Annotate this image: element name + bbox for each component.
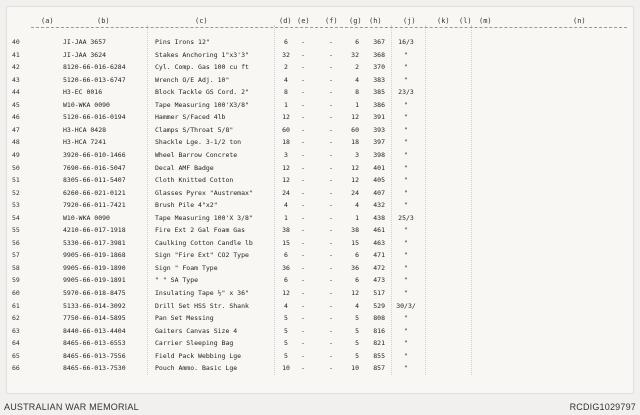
row-number: 49 (12, 150, 20, 159)
date-j: " (404, 276, 408, 285)
table-row (7, 302, 635, 314)
reference-h: 407 (373, 188, 385, 197)
quantity-g: 15 (351, 238, 359, 247)
column-f-value: - (329, 351, 333, 360)
column-e-value: - (301, 276, 305, 285)
quantity-g: 1 (355, 100, 359, 109)
reference-h: 438 (373, 213, 385, 222)
reference-h: 471 (373, 251, 385, 260)
row-number: 46 (12, 113, 20, 122)
footer-record-id: RCDIG1029797 (569, 402, 636, 412)
date-j: " (404, 188, 408, 197)
item-description: Carrier Sleeping Bag (155, 339, 234, 348)
quantity-g: 4 (355, 201, 359, 210)
quantity-d: 38 (282, 226, 290, 235)
reference-h: 405 (373, 176, 385, 185)
reference-h: 386 (373, 100, 385, 109)
item-description: Fire Ext 2 Gal Foam Gas (155, 226, 246, 235)
column-f-value: - (329, 138, 333, 147)
column-header-n: (n) (573, 17, 586, 25)
quantity-d: 1 (284, 100, 288, 109)
date-j: " (404, 201, 408, 210)
column-f-value: - (329, 364, 333, 373)
item-description: Decal AMF Badge (155, 163, 214, 172)
quantity-d: 5 (284, 314, 288, 323)
column-f-value: - (329, 251, 333, 260)
stock-code: 8465-66-013-7556 (63, 351, 126, 360)
stock-code: 8305-66-011-5407 (63, 176, 126, 185)
column-e-value: - (301, 50, 305, 59)
quantity-g: 12 (351, 113, 359, 122)
stock-code: 3920-66-010-1466 (63, 150, 126, 159)
table-row (7, 352, 635, 364)
reference-h: 472 (373, 263, 385, 272)
column-f-value: - (329, 50, 333, 59)
quantity-d: 6 (284, 38, 288, 46)
table-row (7, 164, 635, 176)
stock-code: 8120-66-016-6284 (63, 63, 126, 72)
reference-h: 398 (373, 150, 385, 159)
date-j: " (404, 125, 408, 134)
reference-h: 816 (373, 326, 385, 335)
row-number: 54 (12, 213, 20, 222)
stock-code: W10-WKA 0090 (63, 100, 110, 109)
reference-h: 463 (373, 238, 385, 247)
quantity-g: 2 (355, 63, 359, 72)
date-j: " (404, 63, 408, 72)
table-row (7, 251, 635, 263)
row-number: 66 (12, 364, 20, 373)
reference-h: 385 (373, 88, 385, 97)
item-description: Glasses Pyrex "Austremax" (155, 188, 253, 197)
row-number: 41 (12, 50, 20, 59)
table-row (7, 101, 635, 113)
column-f-value: - (329, 150, 333, 159)
document-page (6, 6, 634, 394)
row-number: 59 (12, 276, 20, 285)
column-f-value: - (329, 38, 333, 46)
stock-code: 5970-66-018-8475 (63, 289, 126, 297)
column-e-value: - (301, 251, 305, 260)
item-description: " " SA Type (155, 276, 199, 285)
item-description: Sign "Fire Ext" CO2 Type (155, 251, 249, 260)
column-e-value: - (301, 289, 305, 297)
quantity-g: 32 (351, 50, 359, 59)
stock-code: 9905-66-019-1868 (63, 251, 126, 260)
column-e-value: - (301, 351, 305, 360)
item-description: Sign " Foam Type (155, 263, 218, 272)
reference-h: 529 (373, 301, 385, 310)
table-row (7, 276, 635, 288)
quantity-g: 8 (355, 88, 359, 97)
row-number: 52 (12, 188, 20, 197)
date-j: " (404, 150, 408, 159)
date-j: 25/3 (398, 213, 414, 222)
date-j: " (404, 100, 408, 109)
date-j: " (404, 138, 408, 147)
stock-code: 7920-66-011-7421 (63, 201, 126, 210)
column-f-value: - (329, 326, 333, 335)
quantity-d: 8 (284, 88, 288, 97)
item-description: Brush Pile 4"x2" (155, 201, 218, 210)
column-e-value: - (301, 125, 305, 134)
column-f-value: - (329, 263, 333, 272)
quantity-g: 5 (355, 314, 359, 323)
table-row (7, 51, 635, 63)
column-e-value: - (301, 38, 305, 46)
date-j: " (404, 238, 408, 247)
quantity-d: 6 (284, 276, 288, 285)
table-row (7, 151, 635, 163)
row-number: 64 (12, 339, 20, 348)
column-e-value: - (301, 339, 305, 348)
footer-institution: AUSTRALIAN WAR MEMORIAL (4, 402, 139, 412)
item-description: Caulking Cotton Candle lb (155, 238, 253, 247)
column-f-value: - (329, 63, 333, 72)
column-header-e: (e) (297, 17, 310, 25)
stock-code: 8465-66-013-7530 (63, 364, 126, 373)
date-j: " (404, 176, 408, 185)
item-description: Pan Set Messing (155, 314, 214, 323)
item-description: Drill Set HSS Str. Shank (155, 301, 249, 310)
stock-code: 7750-66-014-5895 (63, 314, 126, 323)
quantity-g: 5 (355, 351, 359, 360)
item-description: Stakes Anchoring 1"x3'3" (155, 50, 249, 59)
quantity-d: 4 (284, 201, 288, 210)
column-f-value: - (329, 125, 333, 134)
quantity-d: 1 (284, 213, 288, 222)
column-header-m: (m) (479, 17, 492, 25)
quantity-d: 12 (282, 113, 290, 122)
column-e-value: - (301, 113, 305, 122)
row-number: 56 (12, 238, 20, 247)
row-number: 62 (12, 314, 20, 323)
item-description: Gaiters Canvas Size 4 (155, 326, 238, 335)
reference-h: 432 (373, 201, 385, 210)
item-description: Pins Irons 12" (155, 38, 210, 46)
reference-h: 383 (373, 75, 385, 84)
column-e-value: - (301, 238, 305, 247)
date-j: " (404, 263, 408, 272)
date-j: " (404, 364, 408, 373)
column-e-value: - (301, 301, 305, 310)
item-description: Tape Measuring 100'X3/8" (155, 100, 249, 109)
column-header-g: (g) (349, 17, 362, 25)
date-j: " (404, 163, 408, 172)
date-j: " (404, 339, 408, 348)
stock-code: 5133-66-014-3092 (63, 301, 126, 310)
date-j: 30/3/ (396, 301, 416, 310)
quantity-g: 18 (351, 138, 359, 147)
reference-h: 401 (373, 163, 385, 172)
column-e-value: - (301, 263, 305, 272)
stock-code: H3-HCA 0428 (63, 125, 107, 134)
stock-code: 9905-66-019-1891 (63, 276, 126, 285)
reference-h: 393 (373, 125, 385, 134)
quantity-d: 4 (284, 301, 288, 310)
item-description: Shackle Lge. 3-1/2 ton (155, 138, 242, 147)
item-description: Tape Measuring 100'X 3/8" (155, 213, 253, 222)
row-number: 48 (12, 138, 20, 147)
quantity-d: 4 (284, 75, 288, 84)
item-description: Pouch Ammo. Basic Lge (155, 364, 238, 373)
quantity-g: 5 (355, 339, 359, 348)
date-j: 16/3 (398, 38, 414, 46)
column-e-value: - (301, 75, 305, 84)
date-j: " (404, 289, 408, 297)
quantity-g: 6 (355, 276, 359, 285)
table-row (7, 138, 635, 150)
row-number: 44 (12, 88, 20, 97)
item-description: Hammer S/Faced 4lb (155, 113, 226, 122)
item-description: Cyl. Comp. Gas 100 cu ft (155, 63, 249, 72)
column-e-value: - (301, 88, 305, 97)
quantity-d: 5 (284, 326, 288, 335)
quantity-g: 4 (355, 301, 359, 310)
reference-h: 808 (373, 314, 385, 323)
quantity-d: 5 (284, 339, 288, 348)
column-e-value: - (301, 364, 305, 373)
table-row (7, 214, 635, 226)
column-e-value: - (301, 213, 305, 222)
item-description: Wrench O/E Adj. 10" (155, 75, 230, 84)
item-description: Wheel Barrow Concrete (155, 150, 238, 159)
column-header-j: (j) (403, 17, 416, 25)
stock-code: 6260-66-021-0121 (63, 188, 126, 197)
column-f-value: - (329, 339, 333, 348)
date-j: " (404, 50, 408, 59)
stock-code: JI-JAA 3657 (63, 38, 107, 46)
quantity-d: 5 (284, 351, 288, 360)
date-j: " (404, 75, 408, 84)
column-header-a: (a) (41, 17, 54, 25)
column-e-value: - (301, 314, 305, 323)
column-f-value: - (329, 289, 333, 297)
column-header-h: (h) (369, 17, 382, 25)
stock-code: H3-HCA 7241 (63, 138, 107, 147)
column-header-d: (d) (279, 17, 292, 25)
table-row (7, 76, 635, 88)
quantity-g: 60 (351, 125, 359, 134)
table-row (7, 88, 635, 100)
reference-h: 517 (373, 289, 385, 297)
quantity-d: 12 (282, 289, 290, 297)
stock-code: H3-EC 0016 (63, 88, 103, 97)
quantity-g: 1 (355, 213, 359, 222)
date-j: 23/3 (398, 88, 414, 97)
date-j: " (404, 251, 408, 260)
column-f-value: - (329, 188, 333, 197)
quantity-d: 60 (282, 125, 290, 134)
reference-h: 370 (373, 63, 385, 72)
column-f-value: - (329, 100, 333, 109)
quantity-d: 15 (282, 238, 290, 247)
table-row (7, 289, 635, 301)
column-e-value: - (301, 138, 305, 147)
table-row (7, 176, 635, 188)
column-e-value: - (301, 326, 305, 335)
quantity-d: 2 (284, 63, 288, 72)
table-row (7, 314, 635, 326)
column-f-value: - (329, 276, 333, 285)
quantity-d: 10 (282, 364, 290, 373)
stock-code: 7690-66-016-5047 (63, 163, 126, 172)
column-f-value: - (329, 163, 333, 172)
row-number: 61 (12, 301, 20, 310)
quantity-g: 6 (355, 251, 359, 260)
item-description: Block Tackle GS Cord. 2" (155, 88, 249, 97)
quantity-g: 24 (351, 188, 359, 197)
row-number: 57 (12, 251, 20, 260)
date-j: " (404, 351, 408, 360)
column-e-value: - (301, 63, 305, 72)
row-number: 50 (12, 163, 20, 172)
reference-h: 857 (373, 364, 385, 373)
quantity-d: 32 (282, 50, 290, 59)
row-number: 51 (12, 176, 20, 185)
row-number: 40 (12, 38, 20, 46)
column-f-value: - (329, 88, 333, 97)
date-j: " (404, 326, 408, 335)
date-j: " (404, 314, 408, 323)
table-row (7, 38, 635, 50)
row-number: 42 (12, 63, 20, 72)
stock-code: 4210-66-017-1918 (63, 226, 126, 235)
quantity-g: 12 (351, 163, 359, 172)
quantity-g: 6 (355, 38, 359, 46)
reference-h: 391 (373, 113, 385, 122)
quantity-d: 18 (282, 138, 290, 147)
stock-code: 8440-66-013-4404 (63, 326, 126, 335)
column-e-value: - (301, 188, 305, 197)
quantity-d: 12 (282, 176, 290, 185)
table-row (7, 364, 635, 376)
table-row (7, 327, 635, 339)
item-description: Field Pack Webbing Lge (155, 351, 242, 360)
table-row (7, 63, 635, 75)
row-number: 47 (12, 125, 20, 134)
row-number: 55 (12, 226, 20, 235)
table-row (7, 126, 635, 138)
quantity-g: 12 (351, 176, 359, 185)
row-number: 45 (12, 100, 20, 109)
row-number: 63 (12, 326, 20, 335)
column-f-value: - (329, 75, 333, 84)
stock-code: 5120-66-016-0194 (63, 113, 126, 122)
column-e-value: - (301, 100, 305, 109)
column-f-value: - (329, 113, 333, 122)
reference-h: 397 (373, 138, 385, 147)
column-f-value: - (329, 314, 333, 323)
row-number: 60 (12, 289, 20, 297)
table-row (7, 239, 635, 251)
quantity-g: 5 (355, 326, 359, 335)
quantity-g: 4 (355, 75, 359, 84)
column-f-value: - (329, 301, 333, 310)
table-row (7, 339, 635, 351)
quantity-d: 12 (282, 163, 290, 172)
column-f-value: - (329, 176, 333, 185)
column-header-l: (l) (459, 17, 472, 25)
quantity-d: 24 (282, 188, 290, 197)
table-row (7, 264, 635, 276)
column-header-k: (k) (437, 17, 450, 25)
reference-h: 855 (373, 351, 385, 360)
table-row (7, 226, 635, 238)
stock-code: 5330-66-017-3981 (63, 238, 126, 247)
quantity-g: 12 (351, 289, 359, 297)
item-description: Insulating Tape ½" x 36" (155, 289, 249, 297)
date-j: " (404, 113, 408, 122)
column-e-value: - (301, 176, 305, 185)
stock-code: 8465-66-013-6553 (63, 339, 126, 348)
stock-code: 9905-66-019-1890 (63, 263, 126, 272)
column-header-b: (b) (97, 17, 110, 25)
date-j: " (404, 226, 408, 235)
quantity-d: 6 (284, 251, 288, 260)
column-e-value: - (301, 150, 305, 159)
quantity-g: 3 (355, 150, 359, 159)
header-rule (31, 27, 627, 28)
column-e-value: - (301, 201, 305, 210)
row-number: 43 (12, 75, 20, 84)
column-header-c: (c) (195, 17, 208, 25)
row-number: 53 (12, 201, 20, 210)
table-row (7, 113, 635, 125)
table-row (7, 189, 635, 201)
reference-h: 367 (373, 38, 385, 46)
quantity-d: 36 (282, 263, 290, 272)
stock-code: JI-JAA 3624 (63, 50, 107, 59)
table-row (7, 201, 635, 213)
item-description: Clamps S/Throat 5/8" (155, 125, 234, 134)
row-number: 65 (12, 351, 20, 360)
column-f-value: - (329, 201, 333, 210)
column-f-value: - (329, 226, 333, 235)
stock-code: W10-WKA 0090 (63, 213, 110, 222)
row-number: 58 (12, 263, 20, 272)
column-f-value: - (329, 238, 333, 247)
reference-h: 461 (373, 226, 385, 235)
quantity-d: 3 (284, 150, 288, 159)
reference-h: 821 (373, 339, 385, 348)
column-header-f: (f) (325, 17, 338, 25)
item-description: Cloth Knitted Cotton (155, 176, 234, 185)
stock-code: 5120-66-013-6747 (63, 75, 126, 84)
column-e-value: - (301, 163, 305, 172)
quantity-g: 38 (351, 226, 359, 235)
reference-h: 473 (373, 276, 385, 285)
column-f-value: - (329, 213, 333, 222)
column-e-value: - (301, 226, 305, 235)
quantity-g: 36 (351, 263, 359, 272)
quantity-g: 10 (351, 364, 359, 373)
reference-h: 368 (373, 50, 385, 59)
